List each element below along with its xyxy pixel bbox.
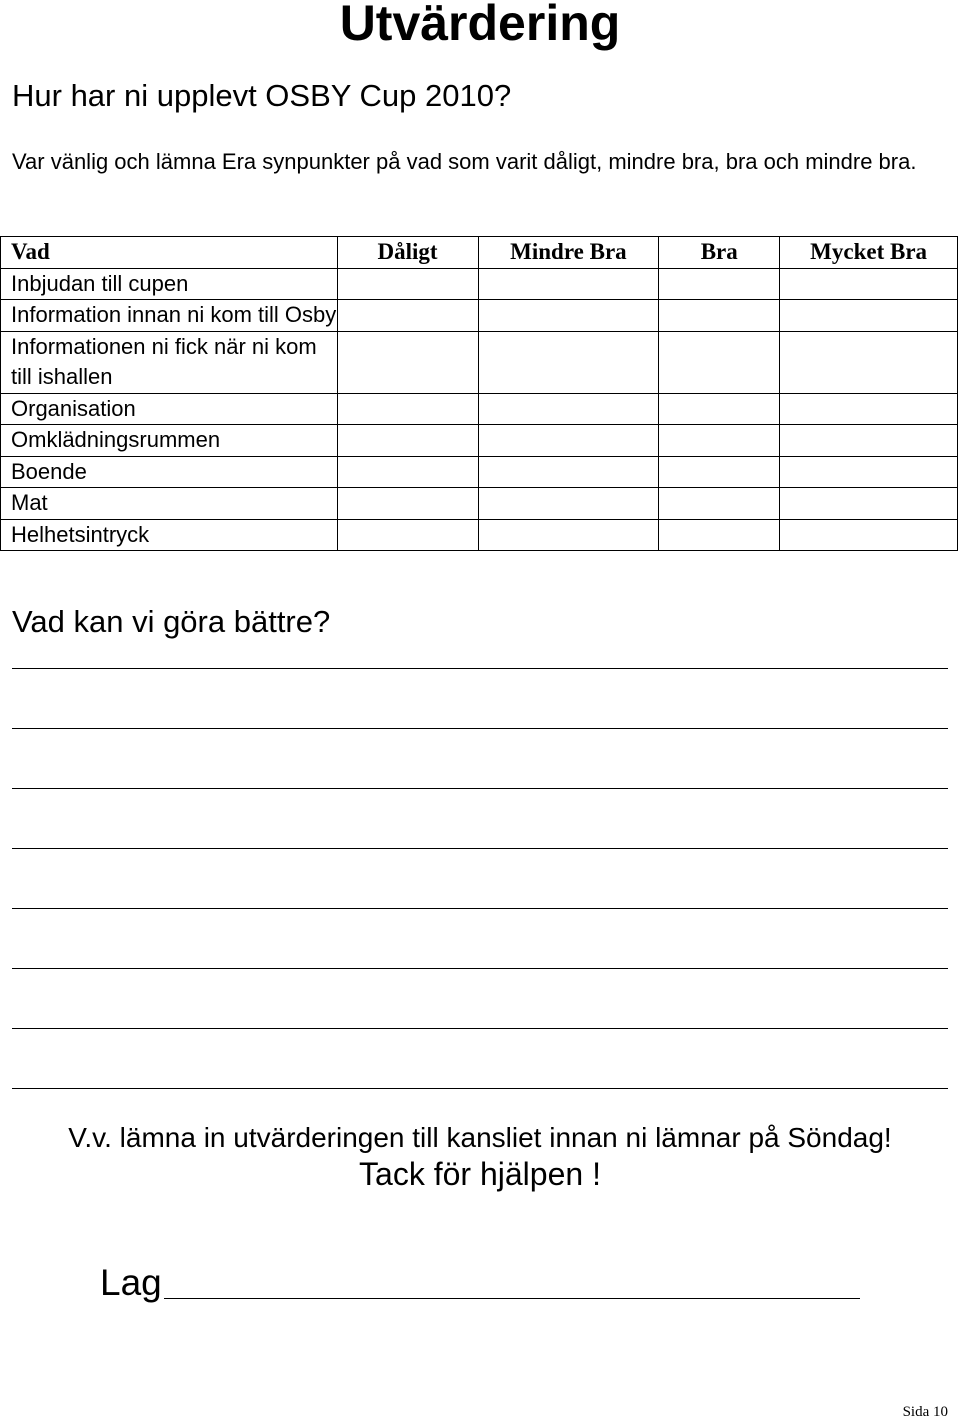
rating-cell[interactable] (337, 488, 478, 520)
header-mycket-bra: Mycket Bra (780, 237, 958, 269)
rating-cell[interactable] (478, 268, 659, 300)
rating-cell[interactable] (659, 393, 780, 425)
answer-line[interactable] (12, 848, 948, 849)
rating-cell[interactable] (780, 519, 958, 551)
rating-cell[interactable] (478, 456, 659, 488)
rating-cell[interactable] (337, 300, 478, 332)
table-row (1, 456, 958, 488)
header-mindre-bra: Mindre Bra (478, 237, 659, 269)
table-row (1, 488, 958, 520)
table-row (1, 331, 958, 393)
rating-cell[interactable] (337, 425, 478, 457)
header-daligt: Dåligt (337, 237, 478, 269)
footer-instruction-text: V.v. lämna in utvärderingen till kansliet innan ni lämnar på Söndag! (68, 1122, 892, 1153)
intro-text: Var vänlig och lämna Era synpunkter på vad som varit dåligt, mindre bra, bra och mindre bra. (12, 149, 917, 174)
footer-thanks: Tack för hjälpen ! (359, 1156, 601, 1192)
row-label: Mat (1, 488, 338, 520)
rating-cell[interactable] (337, 393, 478, 425)
page-number: Sida 10 (902, 1404, 948, 1420)
rating-cell[interactable] (478, 331, 659, 393)
improve-question: Vad kan vi göra bättre? (12, 604, 331, 639)
rating-cell[interactable] (780, 488, 958, 520)
page-title (0, 0, 960, 52)
rating-cell[interactable] (780, 268, 958, 300)
answer-line[interactable] (12, 1028, 948, 1029)
table-row (1, 425, 958, 457)
header-bra: Bra (659, 237, 780, 269)
answer-line[interactable] (12, 908, 948, 909)
answer-line[interactable] (12, 788, 948, 789)
answer-line[interactable] (12, 728, 948, 729)
rating-cell[interactable] (659, 519, 780, 551)
rating-cell[interactable] (780, 331, 958, 393)
rating-cell[interactable] (478, 300, 659, 332)
answer-line[interactable] (12, 1088, 948, 1089)
rating-cell[interactable] (478, 488, 659, 520)
row-label: Organisation (1, 393, 338, 425)
rating-cell[interactable] (337, 456, 478, 488)
row-label: Omklädningsrummen (1, 425, 338, 457)
team-name-line[interactable] (164, 1298, 860, 1299)
rating-cell[interactable] (659, 268, 780, 300)
rating-cell[interactable] (659, 425, 780, 457)
rating-cell[interactable] (780, 456, 958, 488)
header-vad: Vad (1, 237, 338, 269)
experience-question: Hur har ni upplevt OSBY Cup 2010? (12, 78, 512, 113)
rating-cell[interactable] (659, 456, 780, 488)
rating-cell[interactable] (659, 331, 780, 393)
row-label: Informationen ni fick när ni kom till ishallen (1, 331, 338, 393)
row-label: Inbjudan till cupen (1, 268, 338, 300)
table-row (1, 393, 958, 425)
rating-cell[interactable] (780, 393, 958, 425)
rating-cell[interactable] (337, 331, 478, 393)
rating-cell[interactable] (780, 425, 958, 457)
rating-cell[interactable] (337, 519, 478, 551)
rating-cell[interactable] (337, 268, 478, 300)
answer-line[interactable] (12, 668, 948, 669)
row-label: Information innan ni kom till Osby (1, 300, 338, 332)
row-label: Helhetsintryck (1, 519, 338, 551)
title-text: Utvärdering (339, 0, 621, 51)
footer-instruction (0, 1122, 960, 1154)
rating-cell[interactable] (659, 488, 780, 520)
rating-cell[interactable] (478, 519, 659, 551)
rating-cell[interactable] (478, 393, 659, 425)
table-row (1, 268, 958, 300)
row-label: Boende (1, 456, 338, 488)
table-header-row (1, 237, 958, 269)
table-row (1, 519, 958, 551)
answer-line[interactable] (12, 968, 948, 969)
rating-cell[interactable] (478, 425, 659, 457)
team-label: Lag (100, 1262, 162, 1303)
rating-cell[interactable] (659, 300, 780, 332)
rating-cell[interactable] (780, 300, 958, 332)
evaluation-table (0, 236, 958, 551)
table-row (1, 300, 958, 332)
